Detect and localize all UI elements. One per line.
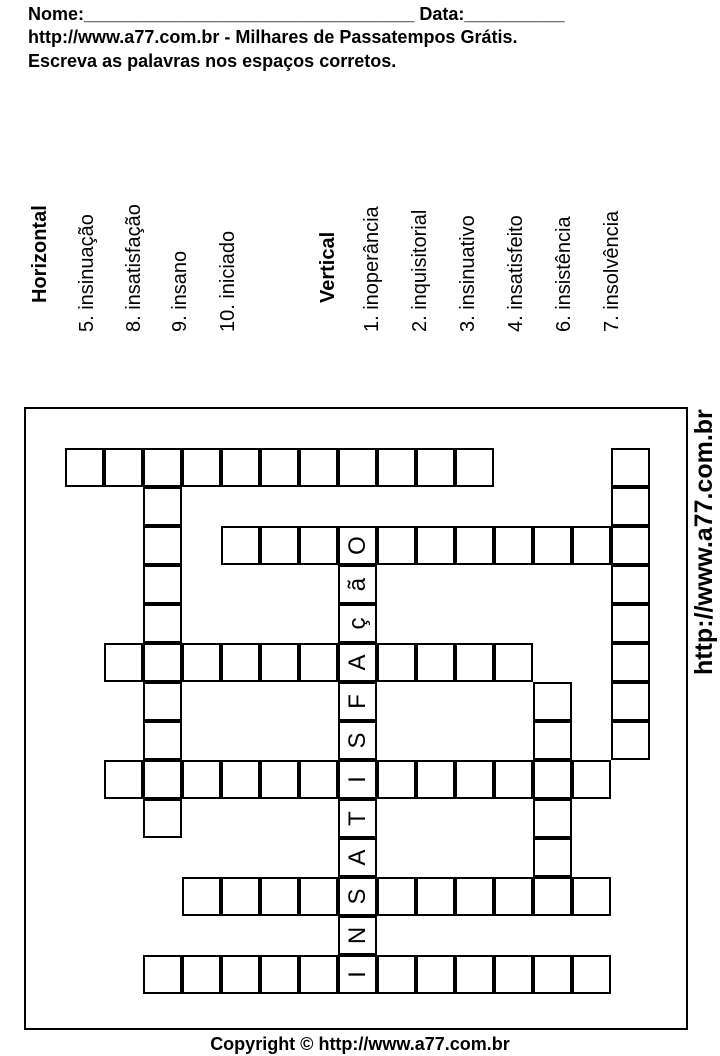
crossword-cell xyxy=(221,760,260,799)
crossword-letter: N xyxy=(343,926,371,945)
crossword-cell xyxy=(65,448,104,487)
crossword-cell xyxy=(416,526,455,565)
crossword-cell xyxy=(104,448,143,487)
crossword-cell xyxy=(572,877,611,916)
crossword-cell xyxy=(143,604,182,643)
site-line: http://www.a77.com.br - Milhares de Passatempos Grátis. xyxy=(28,27,518,47)
crossword-cell xyxy=(182,448,221,487)
word-list-item: 9. insano xyxy=(169,250,191,332)
crossword-cell xyxy=(143,565,182,604)
crossword-cell xyxy=(611,448,650,487)
word-list-item: 7. insolvência xyxy=(601,210,623,332)
crossword-cell xyxy=(221,643,260,682)
word-list-item: 2. inquisitorial xyxy=(409,209,431,332)
crossword-cell xyxy=(494,877,533,916)
crossword-cell xyxy=(143,682,182,721)
horizontal-title: Horizontal xyxy=(29,205,51,303)
word-list-item: 1. inoperância xyxy=(361,206,383,332)
crossword-cell xyxy=(533,682,572,721)
crossword-cell xyxy=(533,955,572,994)
copyright-footer: Copyright © http://www.a77.com.br xyxy=(210,1034,510,1054)
instruction-text: Escreva as palavras nos espaços corretos. xyxy=(28,51,397,71)
crossword-letter: A xyxy=(343,849,371,866)
crossword-letter: I xyxy=(343,971,371,978)
crossword-cell xyxy=(455,526,494,565)
crossword-cell xyxy=(416,448,455,487)
crossword-cell xyxy=(455,643,494,682)
crossword-cell xyxy=(260,643,299,682)
crossword-cell xyxy=(299,526,338,565)
crossword-cell xyxy=(416,643,455,682)
word-list-item: 8. insatisfação xyxy=(123,204,145,332)
crossword-cell xyxy=(533,721,572,760)
crossword-cell xyxy=(143,643,182,682)
crossword-cell xyxy=(182,955,221,994)
word-list-item: 3. insinuativo xyxy=(457,215,479,332)
crossword-cell xyxy=(182,877,221,916)
crossword-cell xyxy=(260,526,299,565)
crossword-cell xyxy=(611,721,650,760)
crossword-cell xyxy=(611,643,650,682)
crossword-letter: F xyxy=(343,694,371,709)
vertical-title: Vertical xyxy=(317,231,339,303)
crossword-cell xyxy=(182,760,221,799)
crossword-letter: S xyxy=(343,888,371,905)
crossword-cell xyxy=(143,721,182,760)
crossword-cell xyxy=(377,760,416,799)
crossword-cell xyxy=(494,760,533,799)
word-list-item: 10. iniciado xyxy=(217,230,239,332)
crossword-cell xyxy=(377,877,416,916)
crossword-board xyxy=(24,407,688,1030)
crossword-cell xyxy=(260,955,299,994)
crossword-cell xyxy=(338,448,377,487)
crossword-cell xyxy=(221,877,260,916)
crossword-cell xyxy=(221,955,260,994)
crossword-cell xyxy=(377,448,416,487)
side-url: http://www.a77.com.br xyxy=(690,409,718,675)
crossword-letter: ã xyxy=(343,577,371,592)
crossword-cell xyxy=(455,760,494,799)
crossword-cell xyxy=(143,955,182,994)
crossword-cell xyxy=(221,526,260,565)
crossword-cell xyxy=(377,955,416,994)
crossword-cell xyxy=(611,565,650,604)
crossword-cell xyxy=(611,526,650,565)
crossword-cell xyxy=(377,643,416,682)
word-list-item: 6. insistência xyxy=(553,216,575,332)
crossword-cell xyxy=(143,760,182,799)
crossword-cell xyxy=(143,799,182,838)
crossword-cell xyxy=(104,760,143,799)
crossword-cell xyxy=(494,955,533,994)
crossword-cell xyxy=(572,760,611,799)
crossword-letter: O xyxy=(343,536,371,555)
crossword-letter: S xyxy=(343,732,371,749)
crossword-cell xyxy=(533,526,572,565)
crossword-letter: A xyxy=(343,654,371,671)
crossword-cell xyxy=(143,526,182,565)
crossword-cell xyxy=(533,838,572,877)
crossword-cell xyxy=(260,760,299,799)
crossword-cell xyxy=(104,643,143,682)
crossword-letter: T xyxy=(343,811,371,826)
crossword-cell xyxy=(611,487,650,526)
crossword-cell xyxy=(494,526,533,565)
crossword-cell xyxy=(299,760,338,799)
crossword-cell xyxy=(260,877,299,916)
crossword-letter: I xyxy=(343,776,371,783)
crossword-cell xyxy=(533,877,572,916)
crossword-cell xyxy=(455,955,494,994)
crossword-cell xyxy=(182,643,221,682)
crossword-cell xyxy=(143,448,182,487)
crossword-cell xyxy=(299,448,338,487)
crossword-cell xyxy=(416,877,455,916)
word-list-item: 4. insatisfeito xyxy=(505,215,527,332)
name-date-line: Nome:_________________________________ Data:__________ xyxy=(28,4,565,24)
crossword-cell xyxy=(299,877,338,916)
crossword-cell xyxy=(455,877,494,916)
crossword-cell xyxy=(221,448,260,487)
crossword-cell xyxy=(494,643,533,682)
crossword-cell xyxy=(611,604,650,643)
word-list-item: 5. insinuação xyxy=(76,214,98,332)
crossword-cell xyxy=(572,955,611,994)
crossword-cell xyxy=(260,448,299,487)
crossword-cell xyxy=(533,760,572,799)
crossword-cell xyxy=(533,799,572,838)
crossword-cell xyxy=(416,760,455,799)
crossword-cell xyxy=(143,487,182,526)
crossword-cell xyxy=(299,955,338,994)
crossword-cell xyxy=(572,526,611,565)
crossword-cell xyxy=(377,526,416,565)
crossword-cell xyxy=(416,955,455,994)
crossword-cell xyxy=(611,682,650,721)
crossword-cell xyxy=(299,643,338,682)
crossword-letter: ç xyxy=(343,617,371,630)
crossword-cell xyxy=(455,448,494,487)
